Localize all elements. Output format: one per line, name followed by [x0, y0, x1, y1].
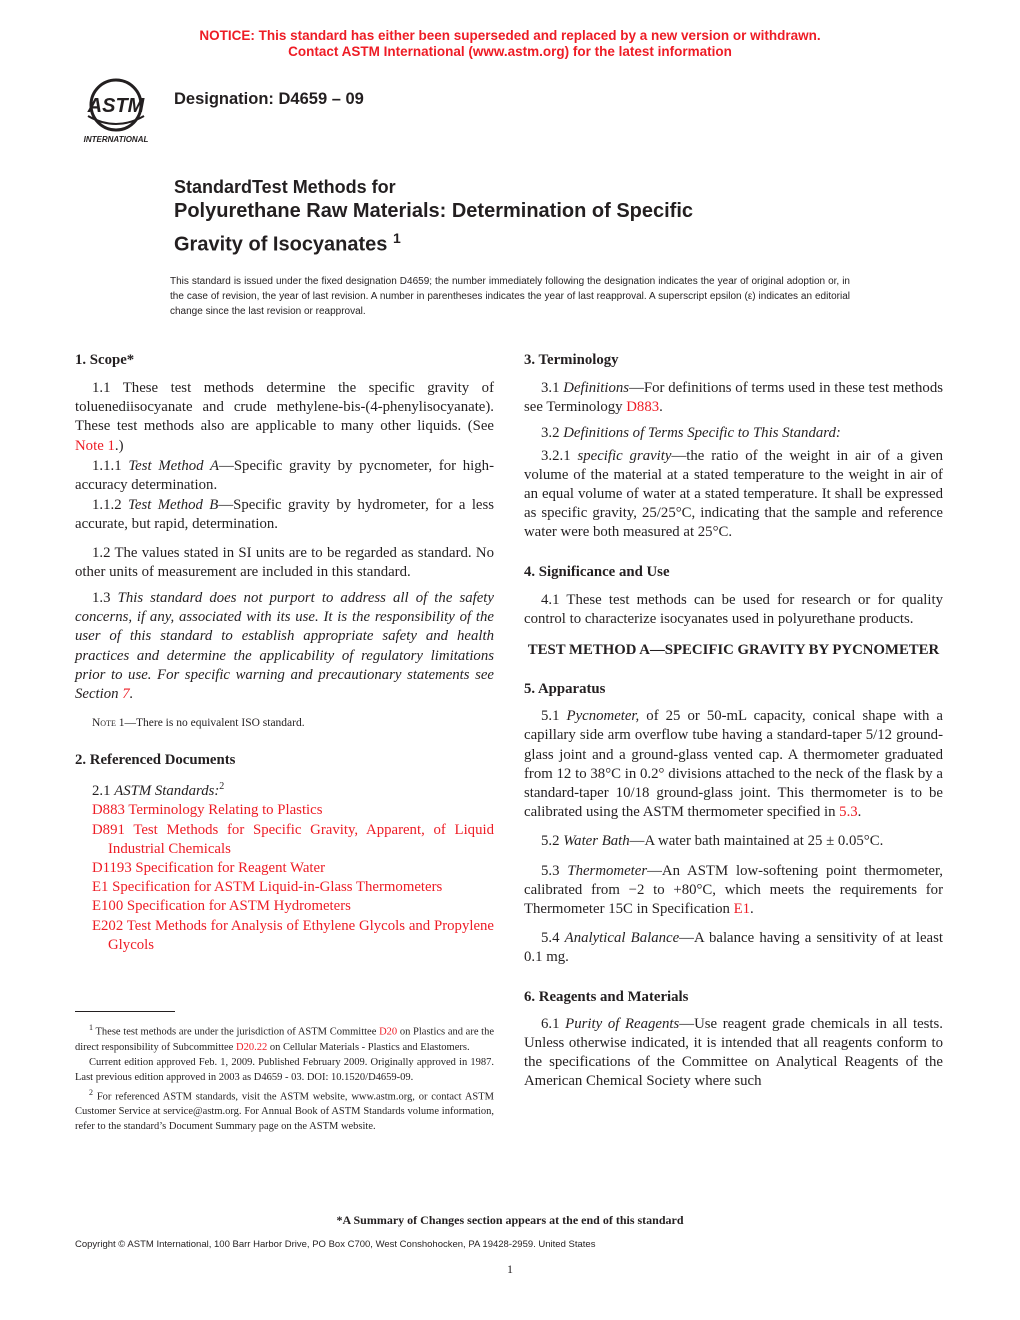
para-5-1-end: .	[857, 804, 862, 821]
e1-link[interactable]: E1	[733, 901, 750, 918]
d20-link[interactable]: D20	[379, 1026, 398, 1038]
para-3-1-num: 3.1	[541, 380, 564, 396]
footnote-1	[75, 1020, 494, 1055]
para-5-4-text: —A balance having a sensitivity of at least 0.1 mg.	[524, 930, 943, 966]
para-6-1-text: —Use reagent grade chemicals in all tests. Unless otherwise indicated, it is intended that all reagents conform to the specifications of the Committee on Analytical Reagents of the American Chemical Society where such	[524, 1015, 943, 1090]
footnotes	[75, 1020, 494, 1134]
para-3-1	[524, 379, 943, 417]
d883-link[interactable]: D883	[626, 399, 660, 416]
para-5-3-italic: Thermometer	[567, 862, 648, 879]
note-1-link[interactable]: Note 1	[75, 437, 115, 454]
ref-d891[interactable]: D891 Test Methods for Specific Gravity, Apparent, of Liquid Industrial Chemicals	[92, 821, 494, 857]
para-1-3-end: .	[129, 686, 134, 703]
para-3-1-italic: Definitions	[563, 380, 630, 396]
section-5-heading: 5. Apparatus	[524, 681, 606, 698]
para-5-2	[524, 832, 943, 851]
para-1-1-2-num: 1.1.2	[92, 497, 128, 514]
footnote-1-mark: 1	[89, 1023, 93, 1032]
para-5-2-italic: Water Bath	[563, 833, 630, 850]
title-line-1: StandardTest Methods for	[174, 177, 396, 197]
right-column	[524, 349, 943, 1091]
para-1-1-end: .)	[114, 437, 124, 454]
para-5-4	[524, 929, 943, 967]
note-1-text: 1—There is no equivalent ISO standard.	[115, 717, 305, 730]
section-1-heading: 1. Scope*	[75, 352, 135, 368]
para-1-1-1-italic: Test Method A	[128, 457, 220, 474]
para-6-1	[524, 1015, 943, 1092]
section-7-link[interactable]: 7	[122, 686, 130, 703]
title-line-3	[174, 225, 894, 259]
para-1-2: 1.2 The values stated in SI units are to be regarded as standard. No other units of measurement are included in this standard.	[75, 544, 494, 580]
notice-line-1: NOTICE: This standard has either been superseded and replaced by a new version or withdrawn.	[199, 28, 821, 43]
para-5-2-num: 5.2	[541, 833, 564, 850]
title-line-3-text: Gravity of Isocyanates	[174, 233, 388, 256]
footnote-1-text-c: on Cellular Materials - Plastics and Elastomers.	[267, 1041, 470, 1053]
para-2-1-italic: ASTM Standards:	[114, 783, 220, 800]
para-5-1-num: 5.1	[541, 708, 567, 725]
section-3-heading: 3. Terminology	[524, 352, 619, 368]
footnote-1-text-a: These test methods are under the jurisdiction of ASTM Committee	[95, 1026, 380, 1038]
footnote-2-mark: 2	[89, 1087, 93, 1097]
para-6-1-num: 6.1	[541, 1015, 566, 1032]
left-column	[75, 349, 494, 955]
para-1-1	[75, 379, 494, 456]
notice-line-2: Contact ASTM International (www.astm.org) for the latest information	[288, 44, 732, 59]
para-3-2-italic: Definitions of Terms Specific to This Standard:	[563, 425, 841, 442]
para-2-1-footnote-mark: 2	[219, 781, 225, 793]
para-1-1-1	[75, 457, 494, 495]
footnote-1-approval: Current edition approved Feb. 1, 2009. Published February 2009. Originally approved in 1987. Last previous edition approved in 2003 as D4659 - 03. DOI: 10.1520/D4659-09.	[75, 1056, 494, 1083]
footnote-1-text-b: on Plastics and are the direct responsibility of Subcommittee	[75, 1026, 495, 1053]
para-1-1-2	[75, 496, 494, 534]
svg-text:ASTM: ASTM	[87, 95, 145, 117]
issuance-statement: This standard is issued under the fixed designation D4659; the number immediately following the designation indicates the year of original adoption or, in the case of revision, the year of last revision. A number in parentheses indicates the year of last reapproval. A superscript epsilon (ε) indicates an editorial change since the last revision or reapproval.	[170, 276, 850, 317]
section-4-heading: 4. Significance and Use	[524, 563, 670, 580]
para-1-1-2-italic: Test Method B	[128, 497, 219, 514]
reference-list	[75, 801, 494, 955]
para-5-1-text: of 25 or 50-mL capacity, conical shape with a capillary side arm overflow tube having a standard-taper 5/12 ground-glass joint and a ground-glass vented cap. A thermometer graduated from 12 to 38°C in 0.2° divisions attached to the neck of the flask by a standard-taper 10/18 ground-glass joint. This thermometer is to be calibrated using the ASTM thermometer specified in	[524, 708, 943, 821]
section-2-heading: 2. Referenced Documents	[75, 752, 236, 769]
title-line-2: Polyurethane Raw Materials: Determination of Specific	[174, 200, 694, 222]
para-3-2-1-italic: specific gravity	[577, 447, 672, 464]
title-footnote-mark: 1	[393, 230, 401, 246]
para-5-1-italic: Pycnometer,	[566, 708, 640, 725]
d20-22-link[interactable]: D20.22	[235, 1041, 268, 1053]
para-1-3	[75, 589, 494, 704]
footnote-2	[75, 1085, 494, 1135]
para-4-1: 4.1 These test methods can be used for research or for quality control to characterize isocyanates used in polyurethane products.	[524, 591, 943, 627]
note-1-label: Note	[92, 717, 116, 730]
para-1-1-text: 1.1 These test methods determine the specific gravity of toluenediisocyanate and crude methylene-bis-(4-phenylisocyanate). These test methods also are applicable to many other liquids. (See	[75, 380, 494, 435]
para-5-2-text: —A water bath maintained at 25 ± 0.05°C.	[629, 833, 884, 850]
section-6-heading: 6. Reagents and Materials	[524, 988, 689, 1005]
para-5-4-num: 5.4	[541, 930, 565, 947]
ref-e1[interactable]: E1 Specification for ASTM Liquid-in-Glass Thermometers	[92, 879, 443, 896]
para-3-1-text: —For definitions of terms used in these test methods see Terminology	[524, 380, 943, 416]
astm-logo	[74, 76, 158, 146]
para-1-3-italic: This standard does not purport to address all of the safety concerns, if any, associated with its use. It is the responsibility of the user of this standard to establish appropriate safety and health practices and determine the applicability of regulatory limitations prior to use. For specific warning and precautionary statements see Section	[75, 590, 494, 703]
para-3-2	[524, 424, 943, 443]
supersede-notice	[0, 28, 1020, 60]
para-3-2-1	[524, 447, 943, 543]
para-3-2-1-num: 3.2.1	[541, 447, 578, 464]
method-a-heading: TEST METHOD A—SPECIFIC GRAVITY BY PYCNOMETER	[527, 642, 940, 659]
para-2-1	[75, 777, 494, 801]
para-5-3-num: 5.3	[541, 862, 568, 879]
para-5-3-end: .	[750, 901, 754, 918]
footnote-2-text: For referenced ASTM standards, visit the ASTM website, www.astm.org, or contact ASTM Customer Service at service@astm.org. For Annual Book of ASTM Standards volume information, refer to the standard’s Document Summary page on the ASTM website.	[75, 1091, 495, 1132]
para-2-1-num: 2.1	[92, 783, 115, 800]
para-1-1-2-text: —Specific gravity by hydrometer, for a less accurate, but rapid, determination.	[75, 497, 495, 533]
para-5-4-italic: Analytical Balance	[564, 930, 680, 947]
designation: Designation: D4659 – 09	[174, 90, 364, 108]
para-1-1-1-text: —Specific gravity by pycnometer, for high-accuracy determination.	[75, 457, 494, 494]
para-5-3-text: —An ASTM low-softening point thermometer, calibrated from −2 to +80°C, which meets the requirements for Thermometer 15C in Specification	[524, 862, 943, 918]
section-5-3-link[interactable]: 5.3	[839, 804, 858, 821]
para-3-2-1-text: —the ratio of the weight in air of a given volume of the material at a stated temperature to the weight in air of an equal volume of water at a stated temperature. It shall be expressed as specific gravity, 25/25°C, indicating that the sample and reference water were both measured at 25°C.	[524, 447, 943, 541]
para-1-3-num: 1.3	[92, 590, 118, 607]
document-title	[174, 176, 894, 259]
footnote-divider	[75, 1011, 175, 1012]
copyright-line: Copyright © ASTM International, 100 Barr Harbor Drive, PO Box C700, West Conshohocken, PA 19428-2959. United States	[75, 1239, 596, 1250]
summary-of-changes-note: *A Summary of Changes section appears at the end of this standard	[336, 1213, 684, 1227]
page-number: 1	[507, 1262, 513, 1276]
para-1-1-1-num: 1.1.1	[92, 457, 129, 474]
ref-e202[interactable]: E202 Test Methods for Analysis of Ethylene Glycols and Propylene Glycols	[92, 917, 494, 953]
para-5-1	[524, 707, 943, 822]
ref-d1193[interactable]: D1193 Specification for Reagent Water	[92, 859, 326, 876]
para-5-3	[524, 862, 943, 920]
astm-logo-graphic	[74, 76, 158, 146]
para-3-1-end: .	[659, 399, 663, 416]
ref-e100[interactable]: E100 Specification for ASTM Hydrometers	[92, 898, 351, 915]
svg-text:INTERNATIONAL: INTERNATIONAL	[83, 135, 149, 144]
para-6-1-italic: Purity of Reagents	[565, 1015, 680, 1032]
para-3-2-num: 3.2	[541, 425, 564, 442]
ref-d883[interactable]: D883 Terminology Relating to Plastics	[92, 802, 323, 819]
note-1	[75, 716, 494, 731]
